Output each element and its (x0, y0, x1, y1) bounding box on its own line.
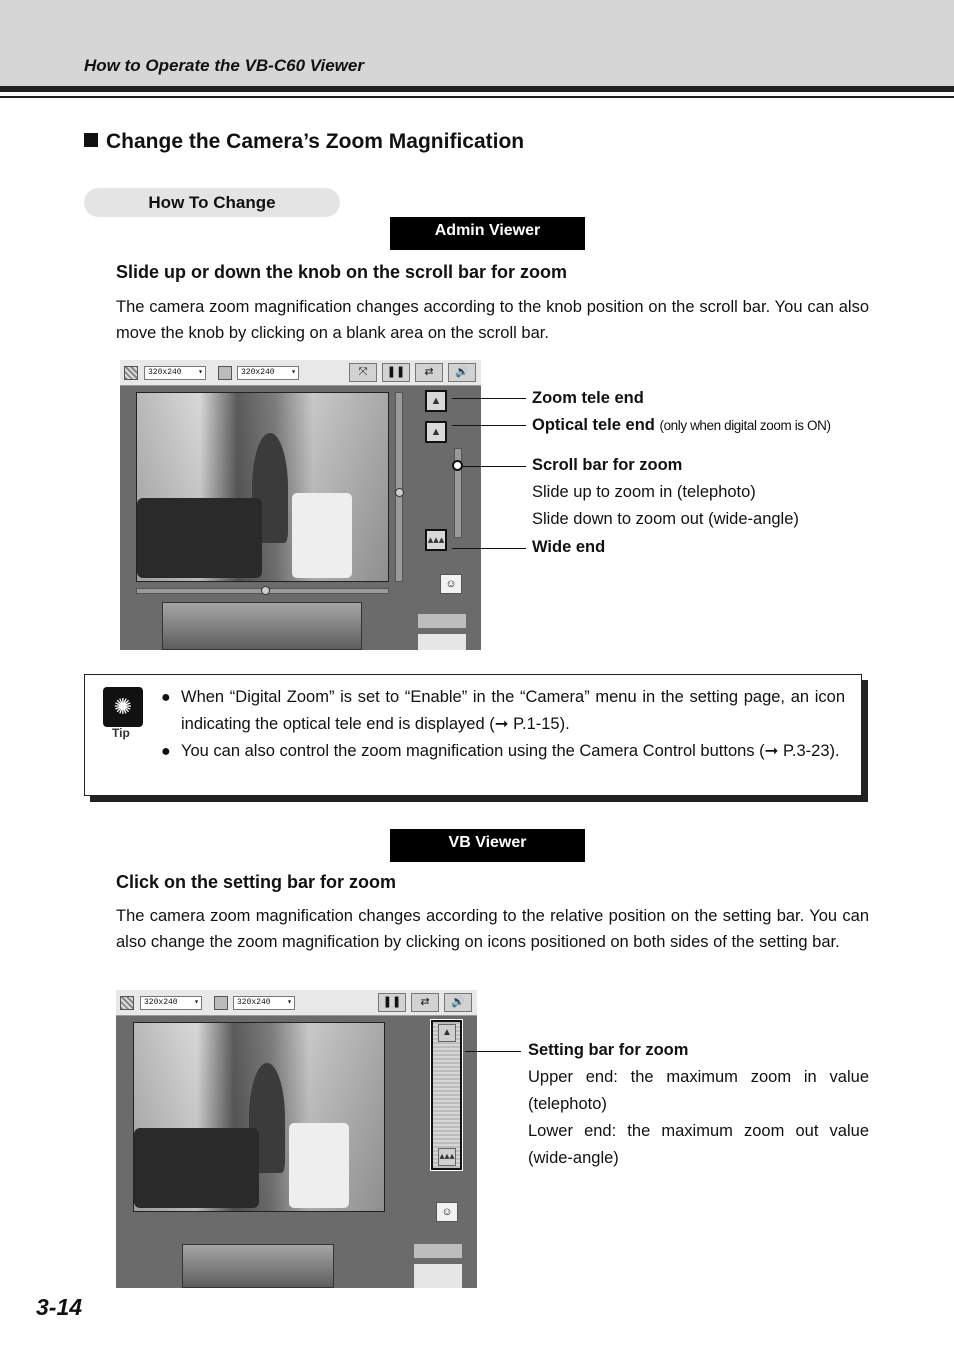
panorama-thumbnail[interactable] (182, 1244, 334, 1288)
vb-viewer-screenshot (116, 990, 477, 1288)
video-horizontal-knob[interactable] (261, 586, 270, 595)
square-bullet-icon (84, 133, 98, 147)
video-chair (289, 1123, 349, 1208)
lead-zoom-tele (452, 398, 526, 399)
admin-viewer-tag: Admin Viewer (390, 217, 585, 250)
panorama-thumbnail[interactable] (162, 602, 362, 650)
admin-viewer-screenshot (120, 360, 481, 650)
lead-optical-tele (452, 425, 526, 426)
zoom-setting-bar[interactable] (431, 1020, 462, 1170)
tip-box (84, 674, 862, 796)
control-switch-button[interactable]: ⇄ (415, 363, 443, 382)
lead-scroll-bar (463, 466, 526, 467)
viewer-toolbar (120, 360, 481, 386)
callout-setting-bar: Setting bar for zoom Upper end: the maximum zoom in value (telephoto) Lower end: the maximum zoom out value (wide-angle) (528, 1041, 869, 1167)
header-rule-thin (0, 96, 954, 98)
callout-wide-end: Wide end (532, 538, 606, 556)
vb-body: The camera zoom magnification changes according to the relative position on the setting bar. You can also change the zoom magnification by clicking on icons positioned on both sides of the setting bar. (116, 907, 869, 951)
zoom-tele-icon[interactable]: ▲ (425, 390, 447, 412)
tip-item-2: ● You can also control the zoom magnification using the Camera Control buttons (➞ P.3-23). (161, 738, 845, 765)
video-size-select[interactable]: 320x240 ▾ (144, 366, 206, 380)
tip-label: Tip (112, 726, 130, 740)
zoom-out-icon[interactable]: ▴▴▴ (438, 1148, 456, 1166)
callout-optical-tele-end: Optical tele end (only when digital zoom is ON) (532, 416, 831, 434)
page-header (0, 0, 954, 86)
admin-heading: Slide up or down the knob on the scroll bar for zoom (116, 262, 568, 282)
lightbulb-icon: ✺ (103, 687, 143, 727)
tilt-up-button[interactable] (418, 634, 466, 650)
control-switch-button[interactable]: ⇄ (411, 993, 439, 1012)
video-vertical-knob[interactable] (395, 488, 404, 497)
scroll-bar-marker-icon (452, 460, 463, 471)
running-title: How to Operate the VB-C60 Viewer (84, 56, 364, 75)
section-title (84, 130, 524, 154)
camera-icon[interactable]: ☺ (436, 1202, 458, 1222)
viewer-toolbar (116, 990, 477, 1016)
zoom-in-icon[interactable]: ▲ (438, 1024, 456, 1042)
page-number: 3-14 (36, 1294, 83, 1320)
fullscreen-button[interactable]: ⤧ (349, 363, 377, 382)
callout-scroll-bar: Scroll bar for zoom Slide up to zoom in (telephoto) Slide down to zoom out (wide-angle) (532, 456, 799, 528)
video-size-select[interactable]: 320x240 ▾ (140, 996, 202, 1010)
display-size-select[interactable]: 320x240 ▾ (237, 366, 299, 380)
header-rule-thick (0, 86, 954, 92)
display-size-icon (214, 996, 228, 1010)
wide-end-icon[interactable]: ▴▴▴ (425, 529, 447, 551)
resolution-icon (120, 996, 134, 1010)
resolution-icon (124, 366, 138, 380)
preset-bar[interactable] (414, 1244, 462, 1258)
preset-bar[interactable] (418, 614, 466, 628)
lead-wide-end (452, 548, 526, 549)
callout-zoom-tele-end: Zoom tele end (532, 389, 644, 407)
pause-button[interactable]: ❚❚ (378, 993, 406, 1012)
live-video[interactable] (136, 392, 389, 582)
live-video[interactable] (133, 1022, 385, 1212)
lead-setting-bar (465, 1051, 521, 1052)
display-size-icon (218, 366, 232, 380)
admin-body: The camera zoom magnification changes according to the knob position on the scroll bar. You can also move the knob by clicking on a blank area on the scroll bar. (116, 298, 869, 342)
camera-icon[interactable]: ☺ (440, 574, 462, 594)
video-sofa (137, 498, 262, 578)
video-chair (292, 493, 352, 578)
bullet-icon: ● (161, 743, 171, 760)
display-size-select[interactable]: 320x240 ▾ (233, 996, 295, 1010)
tilt-up-button[interactable] (414, 1264, 462, 1288)
vb-viewer-tag: VB Viewer (390, 829, 585, 862)
audio-button[interactable]: 🔊 (444, 993, 472, 1012)
vb-heading: Click on the setting bar for zoom (116, 872, 397, 892)
audio-button[interactable]: 🔊 (448, 363, 476, 382)
pause-button[interactable]: ❚❚ (382, 363, 410, 382)
optical-tele-icon[interactable]: ▲ (425, 421, 447, 443)
video-sofa (134, 1128, 259, 1208)
section-title-text: Change the Camera’s Zoom Magnification (106, 130, 525, 153)
tip-item-1: ● When “Digital Zoom” is set to “Enable” in the “Camera” menu in the setting page, an icon indicating the optical tele end is displayed (➞ P.1-15). (161, 684, 845, 738)
video-vertical-scrollbar[interactable] (395, 392, 403, 582)
how-to-change-label: How To Change (84, 188, 340, 217)
bullet-icon: ● (161, 689, 171, 706)
